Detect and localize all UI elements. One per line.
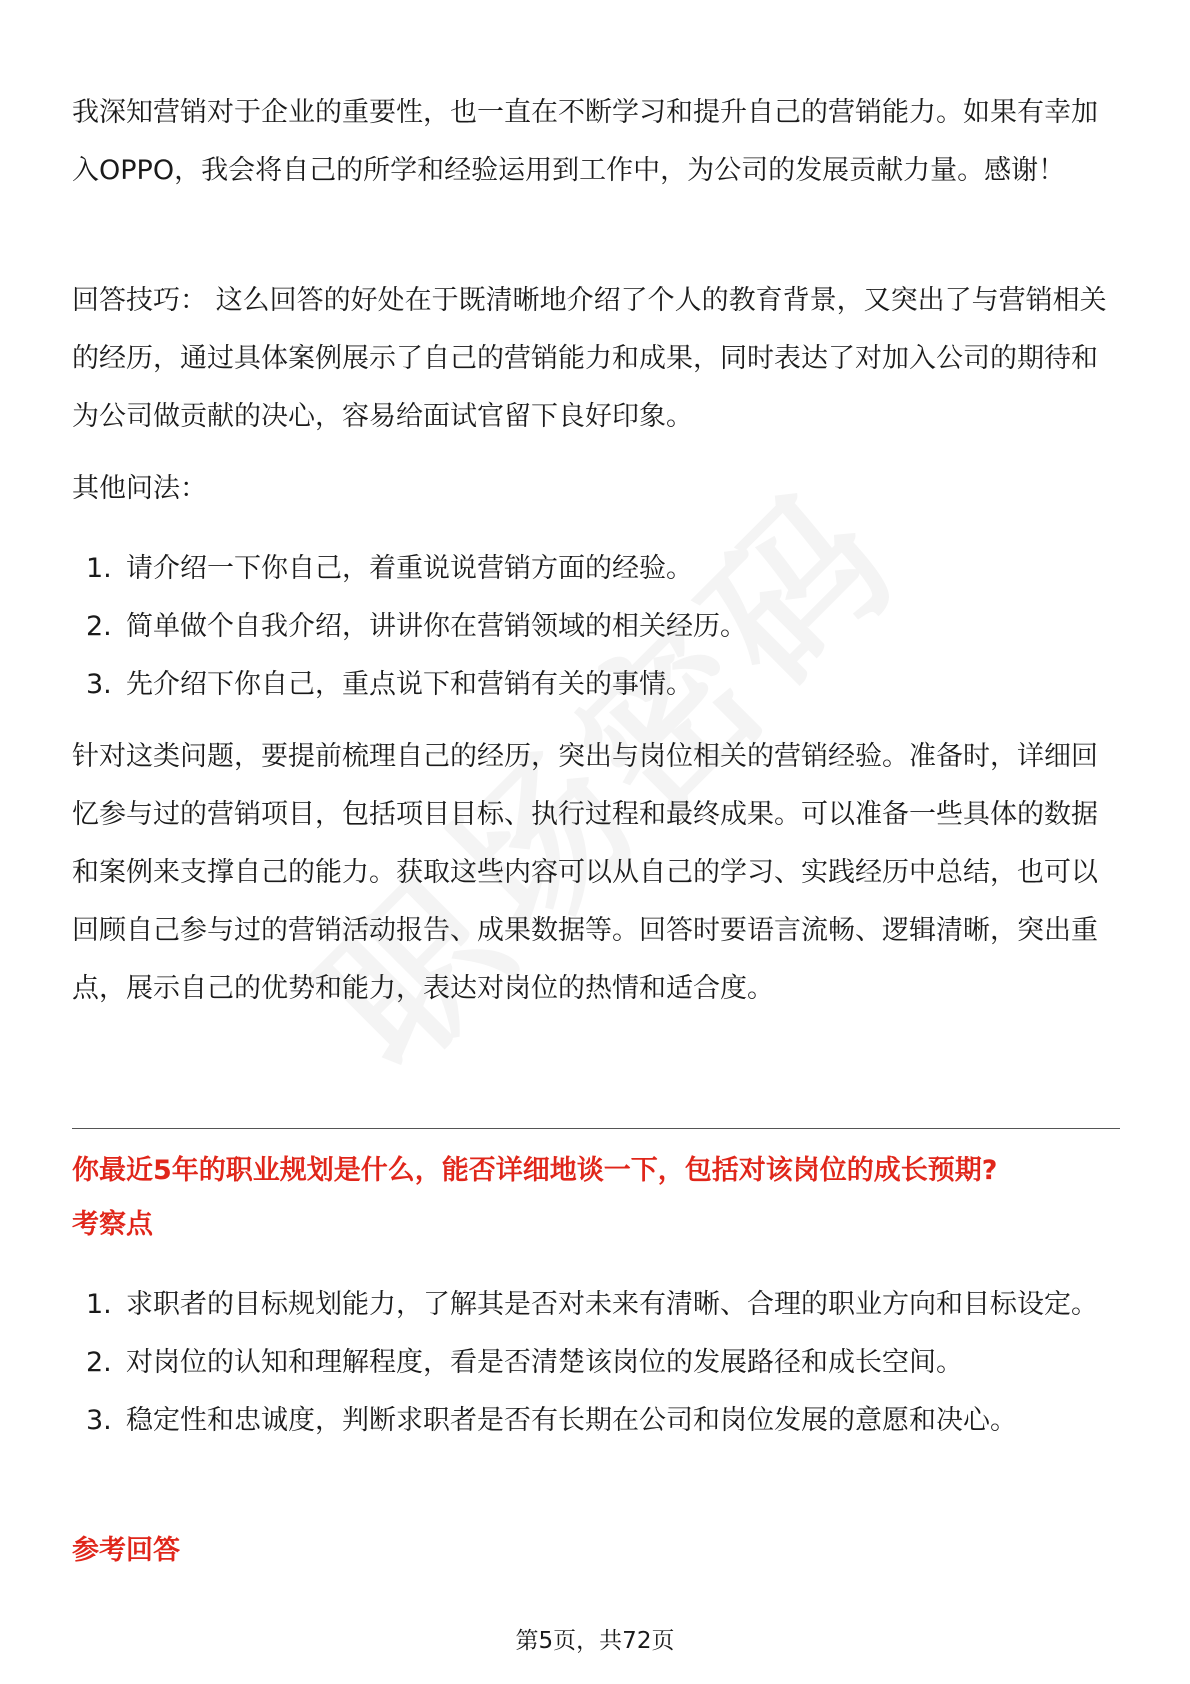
answer-tip-paragraph: 回答技巧： 这么回答的好处在于既清晰地介绍了个人的教育背景，又突出了与营销相关的经历，通过具体案例展示了自己的营销能力和成果，同时表达了对加入公司的期待和为公司做贡献的决心，容易给面试官留下良好印象。 — [72, 285, 1107, 432]
list-item-text: 求职者的目标规划能力，了解其是否对未来有清晰、合理的职业方向和目标设定。 — [126, 1289, 1098, 1320]
list-item-text: 请介绍一下你自己，着重说说营销方面的经验。 — [126, 553, 693, 584]
exam-points-heading: 考察点 — [72, 1209, 153, 1240]
list-number: 1. — [86, 553, 112, 584]
list-item — [72, 1276, 1120, 1334]
list-number: 2. — [86, 1347, 112, 1378]
advice-paragraph: 针对这类问题，要提前梳理自己的经历，突出与岗位相关的营销经验。准备时，详细回忆参与过的营销项目，包括项目目标、执行过程和最终成果。可以准备一些具体的数据和案例来支撑自己的能力。获取这些内容可以从自己的学习、实践经历中总结，也可以回顾自己参与过的营销活动报告、成果数据等。回答时要语言流畅、逻辑清晰，突出重点，展示自己的优势和能力，表达对岗位的热情和适合度。 — [72, 741, 1098, 1004]
exam-points-list — [72, 1276, 1120, 1450]
list-item-text: 对岗位的认知和理解程度，看是否清楚该岗位的发展路径和成长空间。 — [126, 1347, 963, 1378]
section-divider — [72, 1128, 1120, 1129]
other-asks-heading: 其他问法： — [72, 473, 207, 504]
list-number: 1. — [86, 1289, 112, 1320]
list-number: 3. — [86, 669, 112, 700]
question-title: 你最近5年的职业规划是什么，能否详细地谈一下，包括对该岗位的成长预期? — [72, 1155, 998, 1186]
list-item-text: 先介绍下你自己，重点说下和营销有关的事情。 — [126, 669, 693, 700]
page-footer: 第5页，共72页 — [515, 1628, 675, 1654]
list-item-text: 简单做个自我介绍，讲讲你在营销领域的相关经历。 — [126, 611, 747, 642]
list-item — [72, 540, 1120, 598]
list-number: 2. — [86, 611, 112, 642]
list-item — [72, 1392, 1120, 1450]
other-asks-list — [72, 540, 1120, 714]
list-item — [72, 1334, 1120, 1392]
list-item — [72, 656, 1120, 714]
list-item-text: 稳定性和忠诚度，判断求职者是否有长期在公司和岗位发展的意愿和决心。 — [126, 1405, 1017, 1436]
intro-paragraph: 我深知营销对于企业的重要性，也一直在不断学习和提升自己的营销能力。如果有幸加入OPPO，我会将自己的所学和经验运用到工作中，为公司的发展贡献力量。感谢！ — [72, 97, 1098, 186]
list-item — [72, 598, 1120, 656]
list-number: 3. — [86, 1405, 112, 1436]
reference-answer-heading: 参考回答 — [72, 1535, 180, 1566]
